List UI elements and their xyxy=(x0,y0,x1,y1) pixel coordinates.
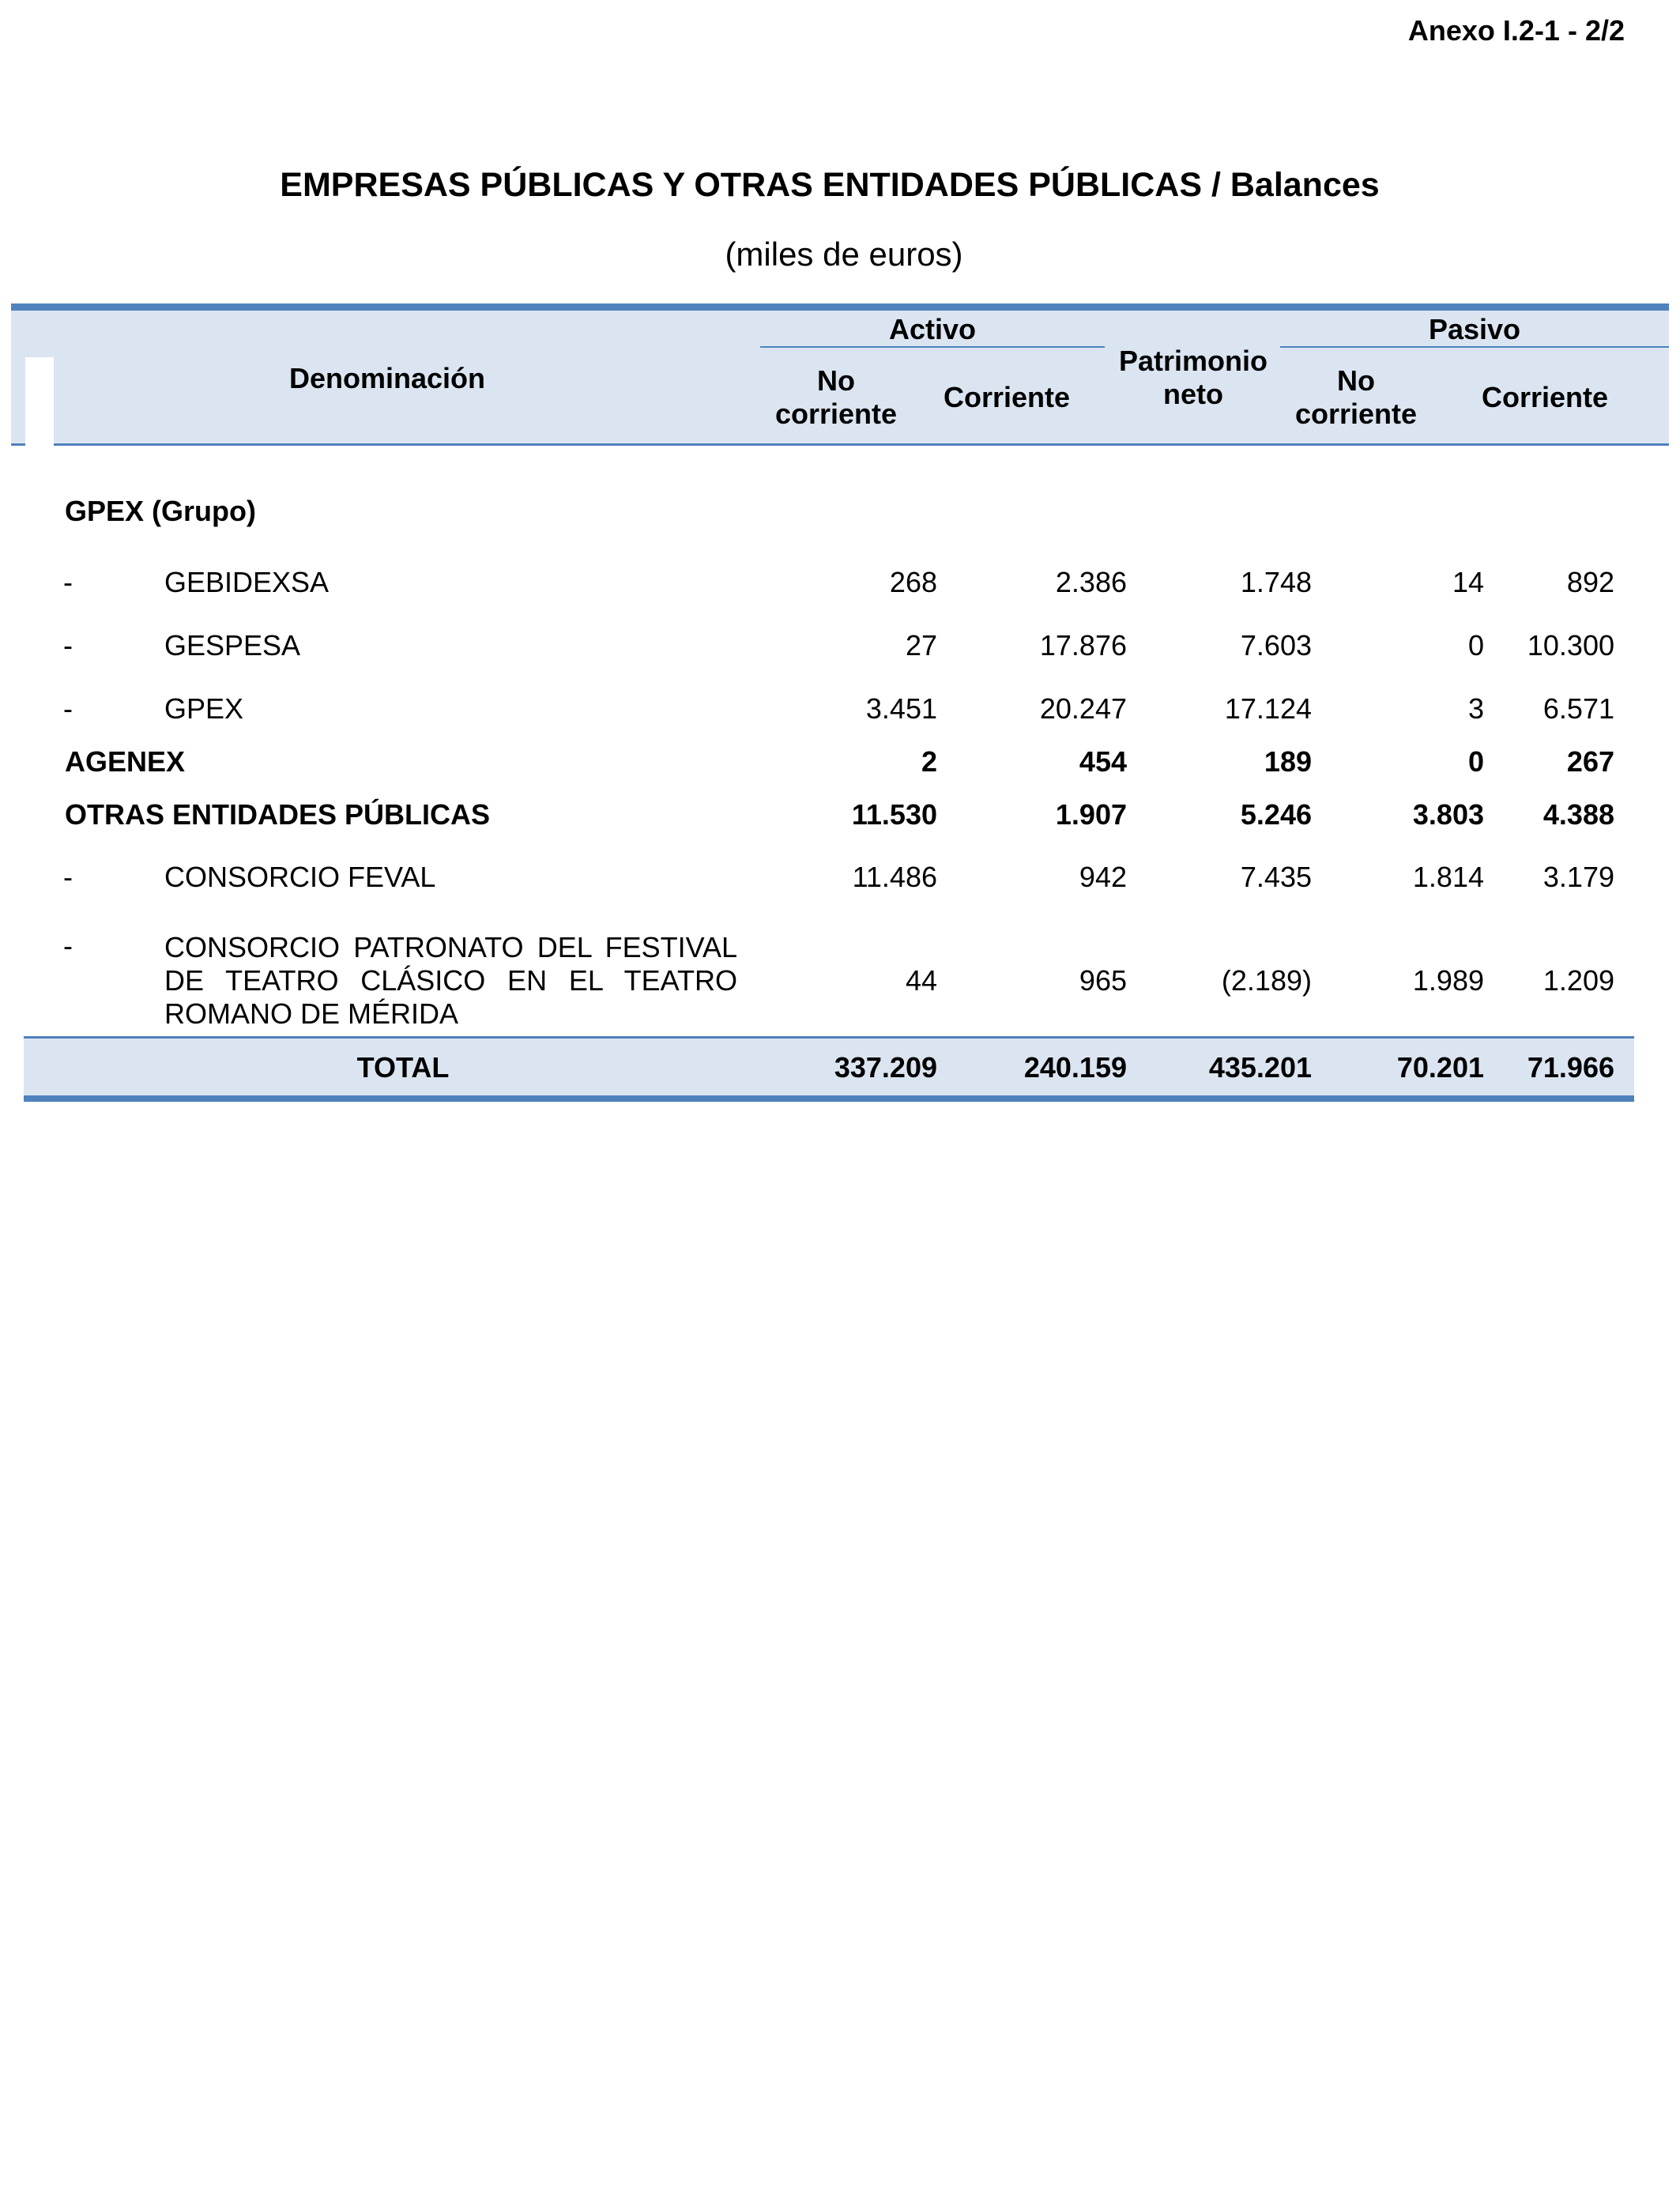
cell-activo-no-corriente: 3.451 xyxy=(865,692,937,725)
cell-activo-no-corriente: 268 xyxy=(889,566,937,598)
cell-pasivo-corriente: 10.300 xyxy=(1527,629,1614,662)
header-notch xyxy=(25,357,54,447)
total-pasivo-no-corriente: 70.201 xyxy=(1396,1051,1484,1084)
row-label: GEBIDEXSA xyxy=(164,566,330,598)
cell-pasivo-corriente: 6.571 xyxy=(1543,692,1614,725)
total-bottom-rule xyxy=(24,1095,1634,1102)
cell-patrimonio-neto: 7.603 xyxy=(1240,629,1312,662)
header-text: neto xyxy=(1163,378,1223,410)
cell-pasivo-corriente: 1.209 xyxy=(1543,964,1614,997)
cell-patrimonio-neto: 17.124 xyxy=(1224,692,1312,725)
row-label: GESPESA xyxy=(164,629,301,662)
cell-activo-corriente: 20.247 xyxy=(1039,692,1127,725)
cell-activo-no-corriente: 11.486 xyxy=(852,861,937,893)
row-label: CONSORCIO FEVAL xyxy=(164,861,436,893)
cell-patrimonio-neto: (2.189) xyxy=(1221,964,1312,997)
cell-activo-corriente: 1.907 xyxy=(1055,798,1127,831)
header-patrimonio-neto xyxy=(1106,345,1280,411)
row-dash: - xyxy=(63,929,73,962)
header-activo-no-corriente xyxy=(760,364,912,431)
cell-activo-corriente: 17.876 xyxy=(1039,629,1127,662)
cell-pasivo-no-corriente: 14 xyxy=(1452,566,1484,598)
total-patrimonio-neto: 435.201 xyxy=(1208,1051,1312,1084)
cell-activo-corriente: 965 xyxy=(1079,964,1127,997)
header-bottom-rule xyxy=(11,443,1669,446)
row-label: AGENEX xyxy=(65,745,186,778)
pasivo-rule xyxy=(1280,346,1669,348)
cell-pasivo-no-corriente: 1.814 xyxy=(1412,861,1484,893)
total-label: TOTAL xyxy=(356,1051,450,1084)
cell-activo-corriente: 942 xyxy=(1079,861,1127,893)
header-text: corriente xyxy=(1294,398,1418,430)
cell-pasivo-no-corriente: 3 xyxy=(1467,692,1484,725)
header-pasivo-corriente: Corriente xyxy=(1481,381,1609,413)
cell-activo-corriente: 454 xyxy=(1079,745,1127,778)
total-activo-no-corriente: 337.209 xyxy=(834,1051,937,1084)
row-dash: - xyxy=(63,692,73,725)
total-activo-corriente: 240.159 xyxy=(1023,1051,1127,1084)
header-denominacion: Denominación xyxy=(288,362,486,394)
cell-pasivo-no-corriente: 1.989 xyxy=(1412,964,1484,997)
cell-activo-no-corriente: 27 xyxy=(905,629,937,662)
cell-patrimonio-neto: 189 xyxy=(1264,745,1312,778)
cell-pasivo-no-corriente: 3.803 xyxy=(1412,798,1484,831)
row-label: OTRAS ENTIDADES PÚBLICAS xyxy=(65,798,491,831)
cell-pasivo-no-corriente: 0 xyxy=(1467,629,1484,662)
header-text: No xyxy=(1337,364,1375,397)
header-text: No xyxy=(817,364,855,397)
header-text: Patrimonio xyxy=(1118,345,1268,377)
row-dash: - xyxy=(63,861,73,893)
annex-reference: Anexo I.2-1 - 2/2 xyxy=(1407,14,1625,47)
cell-activo-no-corriente: 44 xyxy=(905,964,937,997)
cell-pasivo-corriente: 4.388 xyxy=(1543,798,1614,831)
cell-patrimonio-neto: 1.748 xyxy=(1240,566,1312,598)
row-label: GPEX xyxy=(164,692,244,725)
row-dash: - xyxy=(63,566,73,598)
cell-activo-no-corriente: 11.530 xyxy=(851,798,937,831)
cell-pasivo-corriente: 3.179 xyxy=(1543,861,1614,893)
cell-pasivo-no-corriente: 0 xyxy=(1467,745,1484,778)
cell-pasivo-corriente: 267 xyxy=(1566,745,1614,778)
cell-activo-no-corriente: 2 xyxy=(921,745,937,778)
header-top-rule xyxy=(11,303,1669,311)
header-activo-corriente: Corriente xyxy=(943,381,1071,413)
cell-activo-corriente: 2.386 xyxy=(1055,566,1127,598)
cell-patrimonio-neto: 5.246 xyxy=(1240,798,1312,831)
cell-patrimonio-neto: 7.435 xyxy=(1240,861,1312,893)
header-text: corriente xyxy=(774,398,898,430)
row-label: GPEX (Grupo) xyxy=(65,495,256,527)
page-subtitle: (miles de euros) xyxy=(725,236,963,273)
activo-rule xyxy=(760,346,1105,348)
header-pasivo-no-corriente xyxy=(1280,364,1432,431)
total-pasivo-corriente: 71.966 xyxy=(1527,1051,1614,1084)
header-activo: Activo xyxy=(888,313,977,345)
row-label: CONSORCIO PATRONATO DEL FESTIVAL DE TEATRO CLÁSICO EN EL TEATRO ROMANO DE MÉRIDA xyxy=(164,931,737,1030)
header-pasivo: Pasivo xyxy=(1428,313,1521,345)
row-dash: - xyxy=(63,629,73,662)
page-title: EMPRESAS PÚBLICAS Y OTRAS ENTIDADES PÚBLICAS / Balances xyxy=(280,166,1380,204)
cell-pasivo-corriente: 892 xyxy=(1566,566,1614,598)
